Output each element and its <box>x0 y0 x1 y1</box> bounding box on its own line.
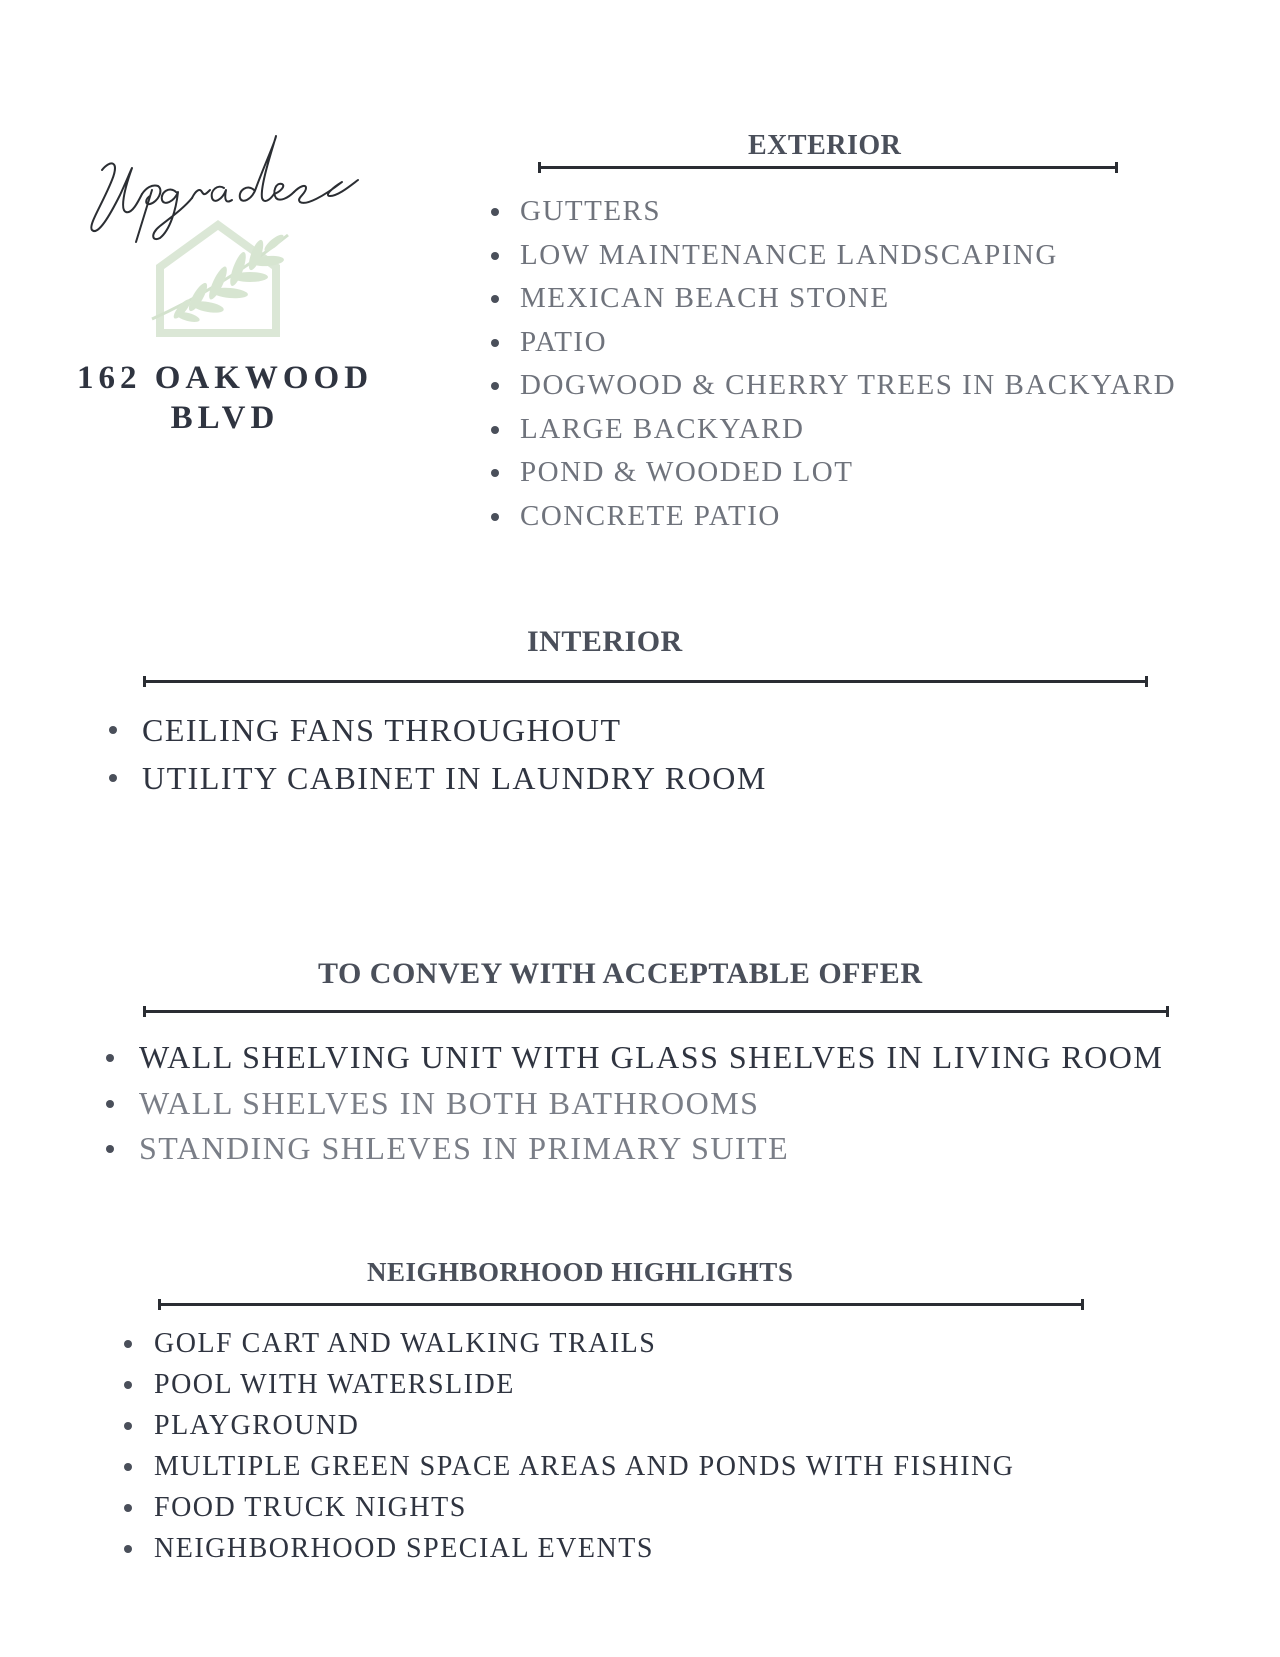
convey-list <box>139 1035 1163 1172</box>
list-item: DOGWOOD & CHERRY TREES IN BACKYARD <box>520 364 1176 408</box>
list-item: CONCRETE PATIO <box>520 495 1176 539</box>
list-item: CEILING FANS THROUGHOUT <box>142 706 767 754</box>
list-item: MEXICAN BEACH STONE <box>520 277 1176 321</box>
list-item: MULTIPLE GREEN SPACE AREAS AND PONDS WITH FISHING <box>154 1446 1014 1487</box>
list-item: NEIGHBORHOOD SPECIAL EVENTS <box>154 1528 1014 1569</box>
house-leaf-icon <box>148 215 298 345</box>
list-item: POOL WITH WATERSLIDE <box>154 1364 1014 1405</box>
neighborhood-list <box>154 1323 1014 1569</box>
list-item: LARGE BACKYARD <box>520 408 1176 452</box>
list-item: UTILITY CABINET IN LAUNDRY ROOM <box>142 754 767 802</box>
exterior-list <box>520 190 1176 538</box>
list-item: LOW MAINTENANCE LANDSCAPING <box>520 234 1176 278</box>
list-item: WALL SHELVING UNIT WITH GLASS SHELVES IN LIVING ROOM <box>139 1035 1163 1081</box>
list-item: GUTTERS <box>520 190 1176 234</box>
neighborhood-heading: NEIGHBORHOOD HIGHLIGHTS <box>367 1257 794 1287</box>
list-item: GOLF CART AND WALKING TRAILS <box>154 1323 1014 1364</box>
exterior-divider <box>538 166 1118 169</box>
exterior-heading: EXTERIOR <box>748 130 902 161</box>
property-address: 162 OAKWOOD BLVD <box>76 360 374 436</box>
neighborhood-divider <box>158 1303 1084 1306</box>
list-item: POND & WOODED LOT <box>520 451 1176 495</box>
list-item: STANDING SHLEVES IN PRIMARY SUITE <box>139 1126 1163 1172</box>
convey-divider <box>143 1010 1169 1013</box>
list-item: PLAYGROUND <box>154 1405 1014 1446</box>
interior-list <box>142 706 767 802</box>
list-item: FOOD TRUCK NIGHTS <box>154 1487 1014 1528</box>
interior-heading: INTERIOR <box>527 625 683 658</box>
list-item: PATIO <box>520 321 1176 365</box>
convey-heading: TO CONVEY WITH ACCEPTABLE OFFER <box>318 957 923 990</box>
interior-divider <box>143 680 1148 683</box>
list-item: WALL SHELVES IN BOTH BATHROOMS <box>139 1081 1163 1127</box>
